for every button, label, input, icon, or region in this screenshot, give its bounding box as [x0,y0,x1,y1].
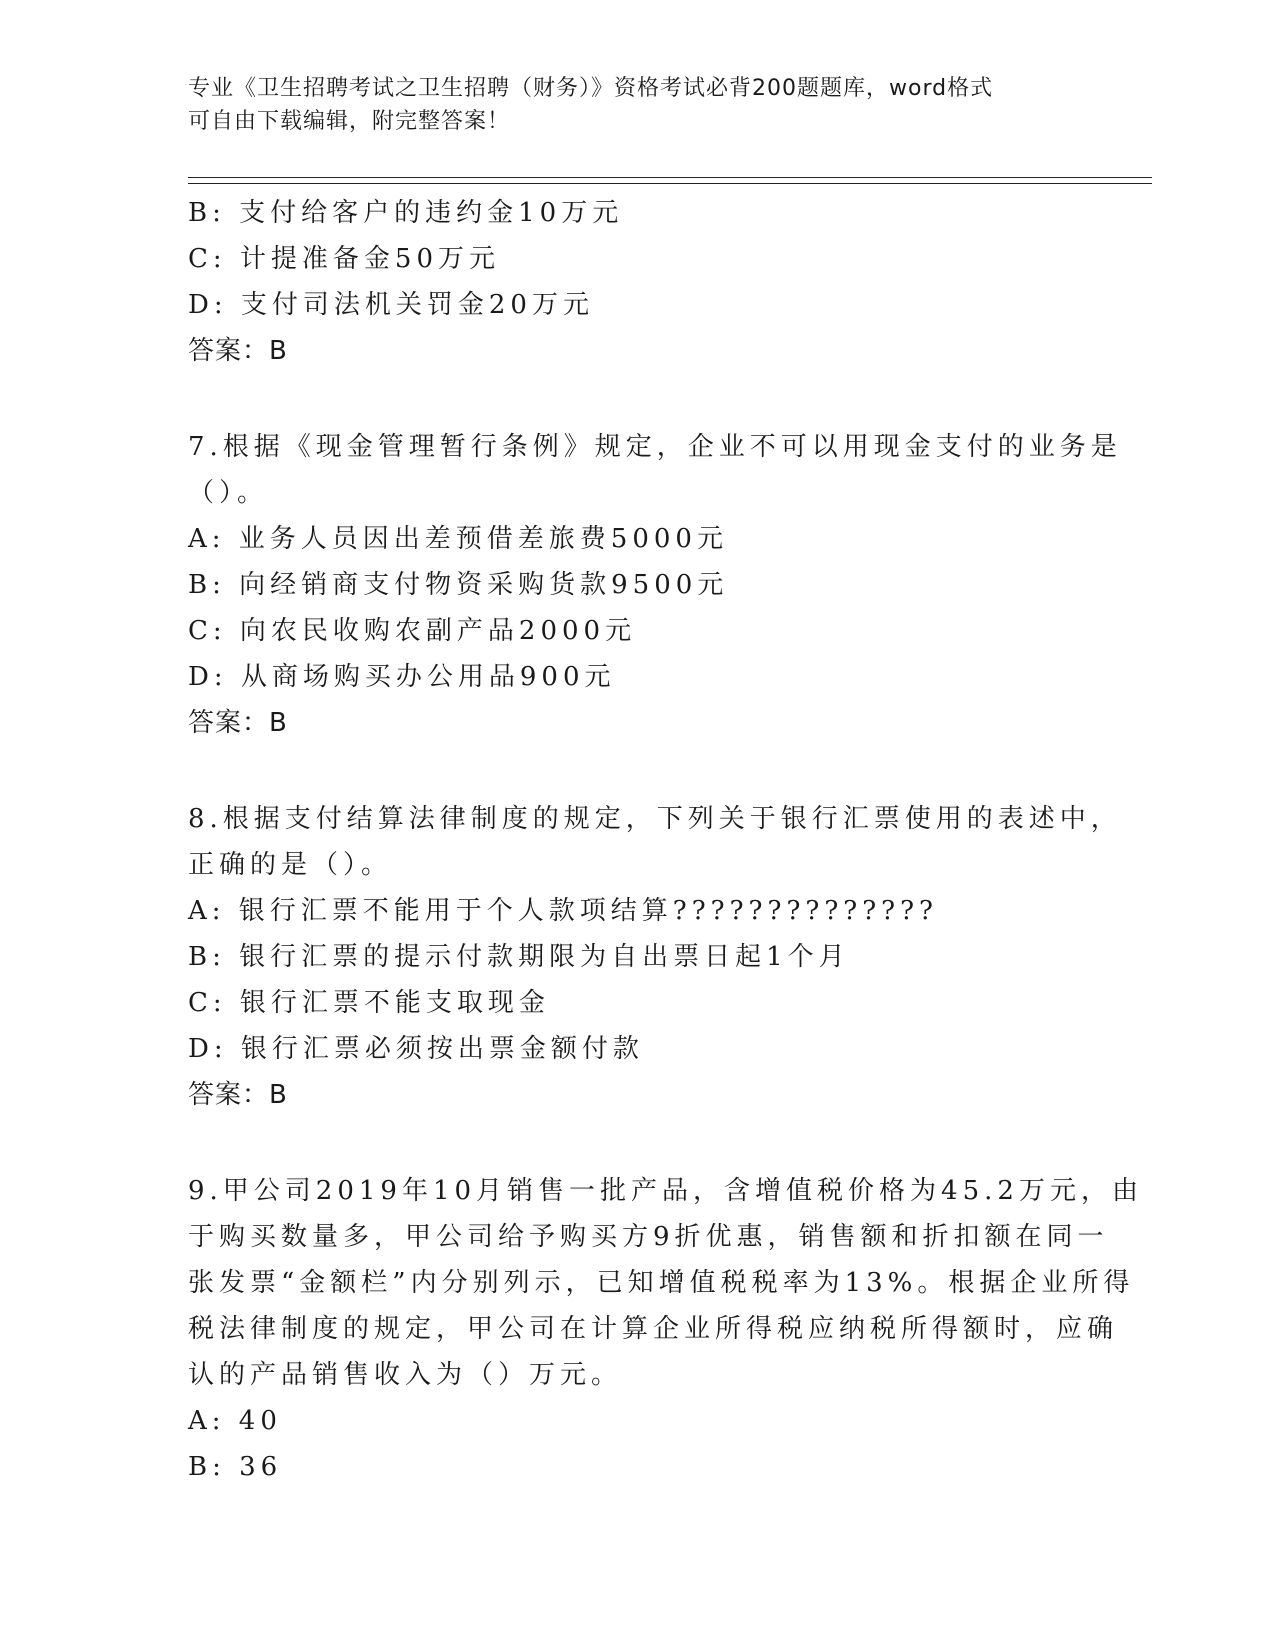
question-text-line: 9.甲公司2019年10月销售一批产品，含增值税价格为45.2万元，由 [188,1176,1143,1206]
option-d: D: 银行汇票必须按出票金额付款 [188,1034,644,1064]
option-c: C: 银行汇票不能支取现金 [188,988,550,1018]
option-c: C: 计提准备金50万元 [188,244,501,274]
option-a: A: 业务人员因出差预借差旅费5000元 [188,524,728,554]
answer: 答案：B [188,1080,288,1110]
question-text-line: 7.根据《现金管理暂行条例》规定，企业不可以用现金支付的业务是 [188,432,1122,462]
question-text-line: 认的产品销售收入为（）万元。 [188,1360,623,1390]
question-text-line: 税法律制度的规定，甲公司在计算企业所得税应纳税所得额时，应确 [188,1314,1119,1344]
answer: 答案：B [188,708,288,738]
header-divider-bottom [188,183,1152,184]
question-9 [188,1168,1143,1490]
question-list [188,190,1143,1490]
document-header [188,72,1088,138]
option-d: D: 支付司法机关罚金20万元 [188,290,594,320]
header-divider-top [188,177,1152,178]
question-8 [188,796,1122,1118]
answer: 答案：B [188,336,288,366]
option-b: B: 向经销商支付物资采购货款9500元 [188,570,729,600]
question-6-continued [188,190,1088,374]
question-text-line: 于购买数量多，甲公司给予购买方9折优惠，销售额和折扣额在同一 [188,1222,1109,1252]
question-text-line: 张发票“金额栏”内分别列示，已知增值税税率为13%。根据企业所得 [188,1268,1135,1298]
option-b: B: 银行汇票的提示付款期限为自出票日起1个月 [188,942,850,972]
option-a: A: 40 [188,1406,282,1436]
question-text-line: 正确的是（）。 [188,850,393,880]
header-line-1: 专业《卫生招聘考试之卫生招聘（财务）》资格考试必背200题题库，word格式 [188,76,994,101]
option-d: D: 从商场购买办公用品900元 [188,662,616,692]
option-b: B: 36 [188,1452,283,1482]
question-text-line: （）。 [188,478,269,508]
option-b: B: 支付给客户的违约金10万元 [188,198,624,228]
option-a: A: 银行汇票不能用于个人款项结算?????????????? [188,896,938,926]
option-c: C: 向农民收购农副产品2000元 [188,616,637,646]
question-text-line: 8.根据支付结算法律制度的规定，下列关于银行汇票使用的表述中， [188,804,1122,834]
header-line-2: 可自由下载编辑，附完整答案！ [188,109,511,134]
question-7 [188,424,1122,746]
